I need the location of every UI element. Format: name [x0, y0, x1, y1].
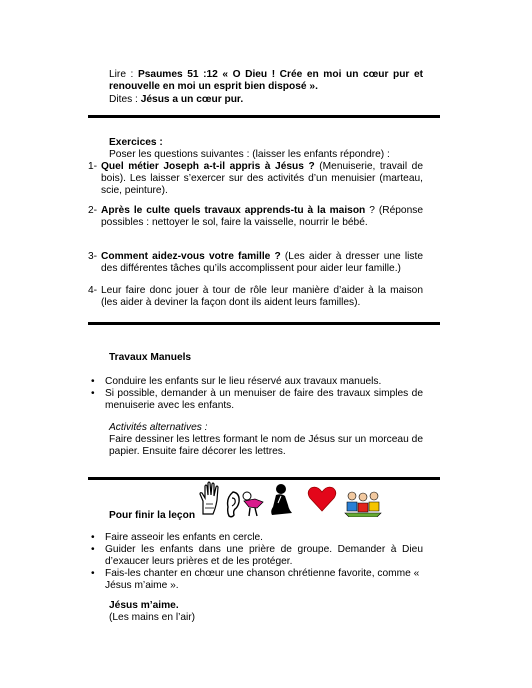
travaux-bullet-1: Conduire les enfants sur le lieu réservé aux travaux manuels. — [105, 376, 382, 387]
bullet: • — [91, 568, 95, 579]
question-4: Leur faire donc jouer à tour de rôle leur manière d’aider à la maison (les aider à deviner la façon dont ils aident leurs familles). — [101, 285, 423, 309]
intro-lire: Lire : Psaumes 51 :12 « O Dieu ! Crée en moi un cœur pur et renouvelle en moi un esprit bien disposé ». — [109, 69, 424, 93]
finir-title: Pour finir la leçon — [109, 510, 196, 521]
ear-icon — [225, 490, 241, 518]
question-3-number: 3- — [88, 251, 98, 262]
bullet: • — [91, 532, 95, 543]
question-4-number: 4- — [88, 285, 98, 296]
question-2: Après le culte quels travaux apprends-tu à la maison ? (Réponse possibles : nettoyer le sol, faire la vaisselle, nourrir le bébé. — [101, 205, 423, 229]
finir-bullet-3: Fais-les chanter en chœur une chanson chrétienne favorite, comme « Jésus m’aime ». — [105, 568, 420, 592]
question-2-number: 2- — [88, 205, 98, 216]
heart-icon — [307, 486, 337, 512]
kneeling-child-icon — [268, 483, 294, 517]
bullet: • — [91, 388, 95, 399]
question-3: Comment aidez-vous votre famille ? (Les aider à dresser une liste des différentes tâches qu’ils accomplissent pour aider leur famille.) — [101, 251, 423, 275]
travaux-bullet-2: Si possible, demander à un menuiser de faire des travaux simples de menuiserie avec les enfants. — [105, 388, 423, 412]
finir-bullet-1: Faire asseoir les enfants en cercle. — [105, 532, 263, 543]
bullet: • — [91, 376, 95, 387]
song-line: (Les mains en l’air) — [109, 612, 196, 623]
finir-bullet-2: Guider les enfants dans une prière de groupe. Demander à Dieu d’exaucer leurs prières et de les protéger. — [105, 544, 423, 568]
question-1-number: 1- — [88, 161, 98, 172]
bullet: • — [91, 544, 95, 555]
children-group-icon — [343, 489, 383, 517]
praying-child-icon — [241, 490, 265, 518]
song-title: Jésus m’aime. — [109, 600, 179, 611]
travaux-title: Travaux Manuels — [109, 352, 192, 363]
intro-dites: Dites : Jésus a un cœur pur. — [109, 94, 244, 105]
exercices-intro: Poser les questions suivantes : (laisser les enfants répondre) : — [109, 149, 390, 160]
hand-icon — [199, 481, 221, 515]
question-1: Quel métier Joseph a-t-il appris à Jésus ? (Menuiserie, travail de bois). Les laisser s’exercer sur des activités d’un menuisier (marteau, scie, peinture). — [101, 161, 423, 197]
alt-title: Activités alternatives : — [109, 422, 208, 433]
exercices-title: Exercices : — [109, 137, 163, 148]
alt-text: Faire dessiner les lettres formant le nom de Jésus sur un morceau de papier. Ensuite faire décorer les lettres. — [109, 434, 423, 458]
